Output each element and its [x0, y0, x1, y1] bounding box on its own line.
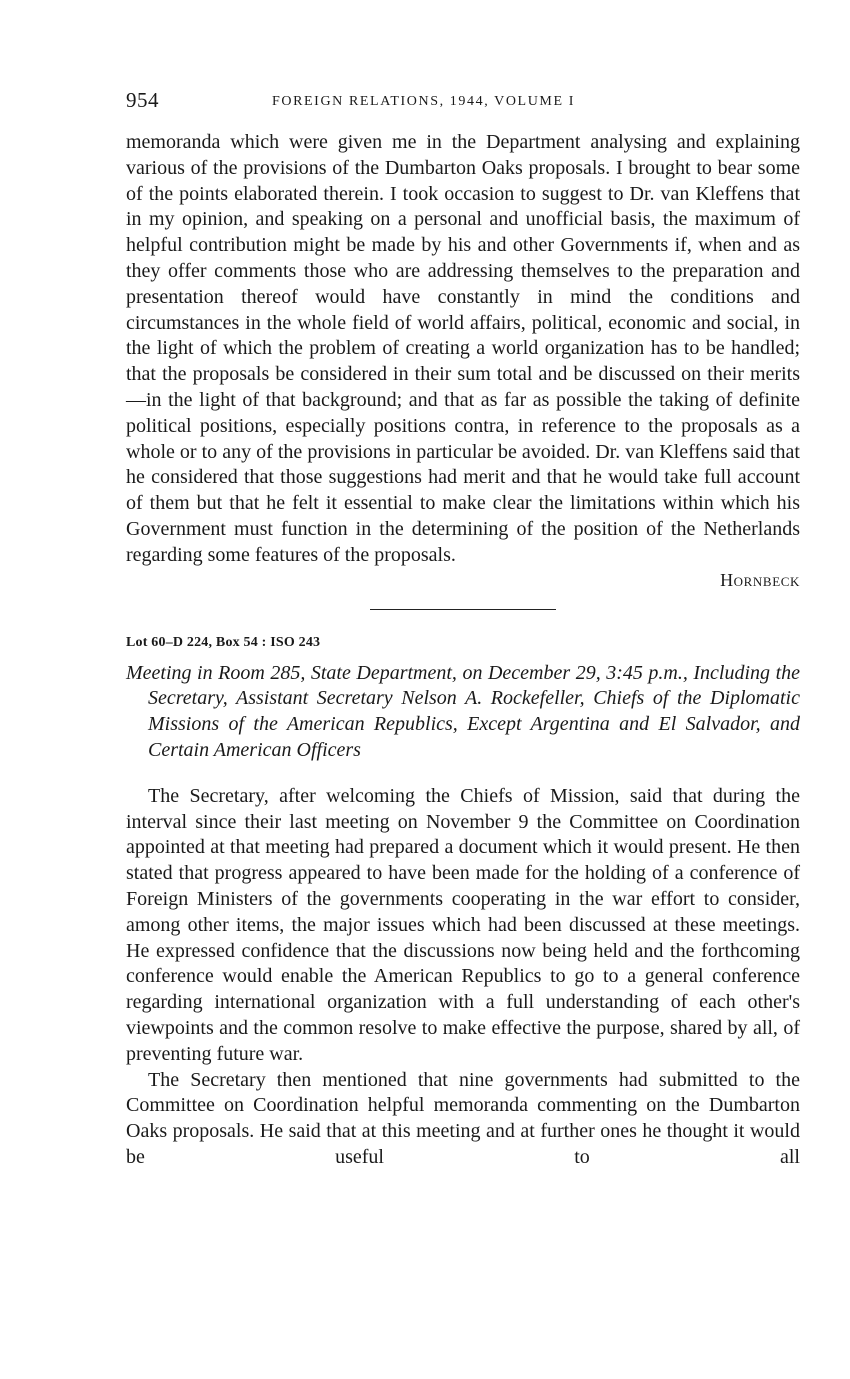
- document-page: [126, 88, 800, 1171]
- spacer: [126, 764, 800, 784]
- section-divider: [370, 609, 556, 610]
- signature: Hornbeck: [720, 569, 800, 590]
- running-head: [126, 88, 800, 116]
- document-heading: Meeting in Room 285, State Department, on December 29, 3:45 p.m., Including the Secretary, Assistant Secretary Nelson A. Rockefeller, Chiefs of the Diplomatic Missions of the American Republics, Except Argentina and El Salvador, and Certain American Officers: [126, 661, 800, 761]
- body-paragraph-2: The Secretary then mentioned that nine governments had submitted to the Committee on Coordination helpful memoranda commenting on the Dumbarton Oaks proposals. He said that at this meeting and at further ones he thought it would be useful to all: [126, 1068, 800, 1168]
- memo-paragraph: memoranda which were given me in the Department analysing and explaining various of the provisions of the Dumbarton Oaks proposals. I brought to bear some of the points elaborated therein. I took occasion to suggest to Dr. van Kleffens that in my opinion, and speaking on a personal and unofficial basis, the maximum of helpful contribution might be made by his and other Governments if, when and as they offer comments those who are addressing themselves to the preparation and presentation thereof would have constantly in mind the conditions and circumstances in the whole field of world affairs, political, economic and social, in the light of which the problem of creating a world organization has to be handled; that the proposals be considered in their sum total and be discussed on their merits—in the light of that background; and that as far as possible the taking of definite political positions, especially positions contra, in reference to the proposals as a whole or to any of the provisions in particular be avoided. Dr. van Kleffens said that he considered that those suggestions had merit and that he would take full account of them but that he felt it essential to make clear the limitations within which his Government must function in the determining of the position of the Netherlands regarding some features of the proposals.: [126, 131, 800, 566]
- page-number: 954: [126, 88, 159, 112]
- running-title: FOREIGN RELATIONS, 1944, VOLUME I: [272, 94, 575, 109]
- file-reference: Lot 60–D 224, Box 54 : ISO 243: [126, 634, 321, 650]
- body-paragraph-1: The Secretary, after welcoming the Chiefs of Mission, said that during the interval since their last meeting on November 9 the Committee on Coordination appointed at that meeting had prepared a document which it would present. He then stated that progress appeared to have been made for the holding of a conference of Foreign Ministers of the governments cooperating in the war effort to consider, among other items, the major issues which had been discussed at these meetings. He expressed confidence that the discussions now being held and the forthcoming conference would enable the American Republics to go to a general conference regarding international organization with a full understanding of each other's viewpoints and the common resolve to make effective the purpose, shared by all, of preventing future war.: [126, 784, 800, 1065]
